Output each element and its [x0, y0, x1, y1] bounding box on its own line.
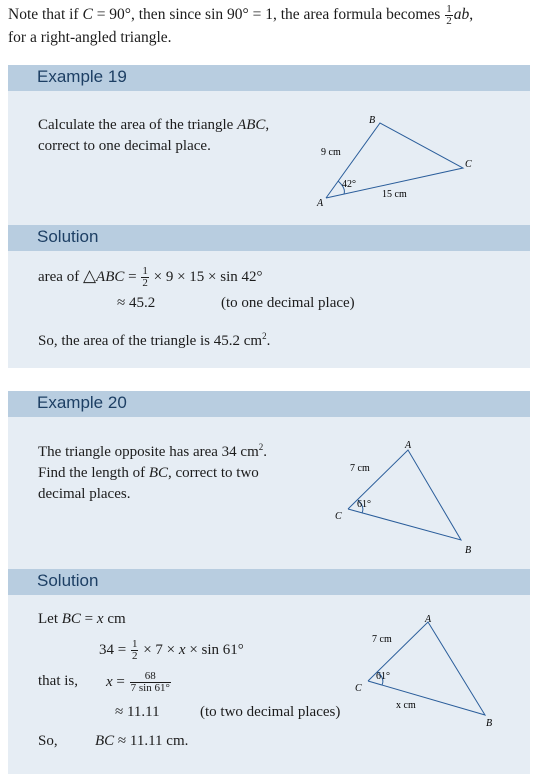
label-b: B — [369, 115, 376, 126]
variable-bc: BC — [95, 733, 115, 749]
question-text: Calculate the area of the triangle — [38, 117, 238, 133]
solution-text: area of — [38, 269, 83, 285]
variable-x: x — [106, 673, 113, 690]
example-19-header — [8, 65, 530, 91]
example-20-header — [8, 391, 530, 417]
fraction-numerator: 1 — [446, 3, 452, 15]
triangle-figure-20 — [333, 436, 493, 561]
example-20-title: Example 20 — [37, 393, 127, 412]
example-19-box — [8, 65, 530, 368]
label-c: C — [335, 511, 342, 522]
label-c: C — [465, 159, 472, 170]
fraction-numerator: 1 — [131, 638, 138, 650]
intro-text-part: Note that if — [8, 6, 83, 24]
label-a: A — [317, 198, 324, 209]
solution-text: = — [112, 673, 129, 690]
fraction-denominator: 2 — [131, 650, 138, 662]
solution-text: Let — [38, 611, 62, 627]
example-20-box — [8, 391, 530, 774]
solution-20-eq1 — [99, 639, 244, 662]
fraction-denominator: 2 — [142, 277, 148, 290]
angle-c-label: 61° — [357, 499, 371, 510]
variable-abc: ABC — [96, 269, 125, 285]
side-ac-label: 15 cm — [382, 189, 407, 200]
fraction-half — [445, 4, 453, 27]
solution-20-thatis: that is, — [38, 673, 78, 689]
fraction-numerator: 1 — [142, 265, 148, 278]
solution-19-line2-note: (to one decimal place) — [221, 295, 355, 311]
solution-text: cm — [103, 611, 126, 627]
solution-text: × 7 × — [139, 641, 179, 658]
solution-text: = — [124, 269, 141, 285]
solution-20-so: So, — [38, 733, 58, 749]
fraction-68-over-7sin61 — [130, 671, 171, 694]
triangle-figure-20-solution — [353, 613, 513, 728]
intro-text-line2: for a right-angled triangle. — [8, 29, 172, 46]
solution-title-19: Solution — [37, 227, 99, 246]
question-text: correct to one decimal place. — [38, 138, 211, 154]
variable-abc: ABC — [237, 117, 266, 133]
solution-text: × sin 61° — [185, 641, 244, 658]
side-cb-label: x cm — [396, 700, 416, 711]
variable-bc: BC — [61, 611, 81, 627]
solution-text: So, the area of the triangle is 45.2 cm — [38, 333, 263, 349]
example-19-solution-header — [8, 225, 530, 251]
variable-ab: ab — [453, 6, 470, 24]
solution-19-line2-value: ≈ 45.2 — [117, 295, 156, 311]
solution-text: = — [80, 611, 97, 627]
variable-bc: BC — [148, 465, 168, 481]
question-text: , — [265, 117, 270, 133]
superscript-2: 2 — [262, 331, 267, 341]
solution-text: 34 = — [99, 641, 130, 658]
example-20-solution-header — [8, 569, 530, 595]
fraction-denominator: 7 sin 61° — [130, 682, 170, 694]
intro-text — [8, 4, 533, 48]
example-19-title: Example 19 — [37, 67, 127, 86]
label-a: A — [405, 440, 412, 451]
angle-c-label: 61° — [376, 671, 390, 682]
fraction-numerator: 68 — [130, 671, 171, 683]
label-b: B — [465, 545, 472, 556]
side-ca-label: 7 cm — [350, 463, 370, 474]
question-text: Find the length of — [38, 465, 149, 481]
solution-20-eq2 — [106, 671, 172, 694]
solution-20-eq3-note: (to two decimal places) — [200, 704, 341, 720]
label-b: B — [486, 718, 493, 728]
triangle-figure-19 — [308, 112, 488, 212]
fraction-half — [131, 639, 139, 662]
fraction-denominator: 2 — [446, 15, 452, 27]
label-c: C — [355, 683, 362, 694]
example-20-question — [38, 437, 267, 505]
solution-text: . — [266, 333, 271, 349]
superscript-2: 2 — [258, 442, 264, 452]
question-text: decimal places. — [38, 486, 131, 502]
variable-c: C — [82, 6, 93, 24]
solution-text: ≈ 11.11 cm. — [114, 733, 189, 749]
solution-20-let — [38, 609, 126, 630]
side-ca-label: 7 cm — [372, 634, 392, 645]
question-text: , correct to two — [168, 465, 259, 481]
variable-x: x — [96, 611, 104, 627]
angle-a-label: 42° — [342, 179, 356, 190]
example-19-question — [38, 115, 269, 157]
variable-x: x — [178, 641, 186, 658]
intro-text-part: = 90°, then since sin 90° = 1, the area formula becomes — [92, 6, 445, 24]
question-text: . — [263, 444, 268, 460]
label-a: A — [425, 614, 432, 625]
solution-20-eq3-value: ≈ 11.11 — [115, 704, 160, 720]
solution-19-line1 — [38, 265, 263, 289]
question-text: The triangle opposite has area 34 cm — [38, 444, 259, 460]
solution-title-20: Solution — [37, 571, 99, 590]
solution-19-line3 — [38, 326, 270, 352]
side-ab-label: 9 cm — [321, 147, 341, 158]
triangle-symbol: △ — [82, 266, 97, 285]
intro-text-part: , — [469, 6, 474, 24]
fraction-half — [141, 266, 149, 289]
solution-20-final — [95, 731, 188, 752]
solution-text: × 9 × 15 × sin 42° — [149, 269, 263, 285]
